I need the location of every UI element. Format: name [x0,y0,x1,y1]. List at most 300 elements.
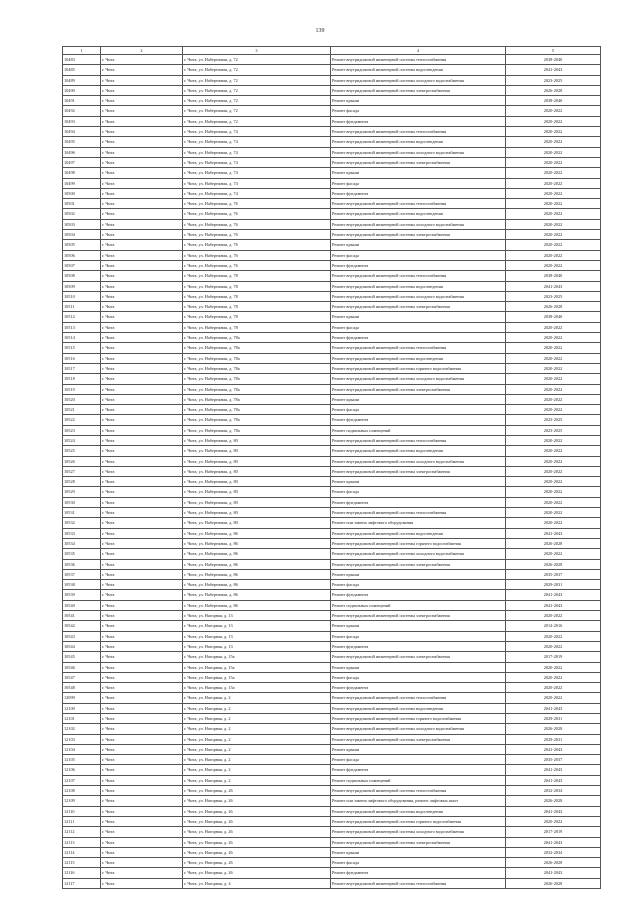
row-number-cell: 10510 [63,291,101,301]
table-row [63,199,601,209]
municipality-cell: г. Чита [101,240,183,250]
table-row [63,683,601,693]
period-cell: 2026-2028 [506,724,601,734]
period-cell: 2020-2022 [506,168,601,178]
row-number-cell: 10538 [63,580,101,590]
municipality-cell: г. Чита [101,806,183,816]
address-cell: г. Чита, ул. Нагорная, д. 2 [183,724,331,734]
address-cell: г. Чита, ул. Набережная, д. 76 [183,230,331,240]
table-row [63,508,601,518]
table-row [63,466,601,476]
row-number-cell: 12102 [63,724,101,734]
work-type-cell: Ремонт внутридомовой инженерной системы холодного водоснабжения [331,219,506,229]
period-cell: 2038-2040 [506,271,601,281]
table-row [63,796,601,806]
work-type-cell: Ремонт внутридомовой инженерной системы электроснабжения [331,652,506,662]
table-row [63,827,601,837]
municipality-cell: г. Чита [101,816,183,826]
work-type-cell: Ремонт внутридомовой инженерной системы теплоснабжения [331,55,506,65]
address-cell: г. Чита, ул. Набережная, д. 74 [183,178,331,188]
table-row [63,374,601,384]
address-cell: г. Чита, ул. Набережная, д. 78 [183,312,331,322]
work-type-cell: Ремонт крыши [331,312,506,322]
municipality-cell: г. Чита [101,147,183,157]
municipality-cell: г. Чита [101,528,183,538]
period-cell: 2020-2022 [506,363,601,373]
address-cell: г. Чита, ул. Набережная, д. 80 [183,466,331,476]
period-cell: 2020-2022 [506,333,601,343]
address-cell: г. Чита, ул. Набережная, д. 74 [183,188,331,198]
period-cell: 2020-2022 [506,384,601,394]
row-number-cell: 12110 [63,806,101,816]
row-number-cell: 10500 [63,188,101,198]
row-number-cell: 10521 [63,405,101,415]
period-cell: 2032-2034 [506,786,601,796]
table-row [63,230,601,240]
work-type-cell: Ремонт внутридомовой инженерной системы горячего водоснабжения [331,714,506,724]
table-row [63,652,601,662]
work-type-cell: Ремонт фасада [331,858,506,868]
municipality-cell: г. Чита [101,744,183,754]
row-number-cell: 10523 [63,425,101,435]
municipality-cell: г. Чита [101,786,183,796]
address-cell: г. Чита, ул. Нагорная, д. 15а [183,662,331,672]
address-cell: г. Чита, ул. Набережная, д. 78а [183,363,331,373]
municipality-cell: г. Чита [101,456,183,466]
municipality-cell: г. Чита [101,188,183,198]
municipality-cell: г. Чита [101,446,183,456]
period-cell: 2020-2022 [506,374,601,384]
period-cell: 2020-2022 [506,693,601,703]
period-cell: 2026-2028 [506,85,601,95]
row-number-cell: 12116 [63,868,101,878]
municipality-cell: г. Чита [101,858,183,868]
table-row [63,425,601,435]
period-cell: 2041-2043 [506,528,601,538]
municipality-cell: г. Чита [101,837,183,847]
period-cell: 2038-2040 [506,312,601,322]
period-cell: 2020-2022 [506,446,601,456]
table-row [63,157,601,167]
table-row [63,271,601,281]
municipality-cell: г. Чита [101,641,183,651]
address-cell: г. Чита, ул. Набережная, д. 78 [183,281,331,291]
period-cell: 2020-2022 [506,631,601,641]
period-cell: 2035-2037 [506,569,601,579]
address-cell: г. Чита, ул. Набережная, д. 86 [183,600,331,610]
table-row [63,580,601,590]
row-number-cell: 10522 [63,415,101,425]
address-cell: г. Чита, ул. Набережная, д. 72 [183,116,331,126]
row-number-cell: 10505 [63,240,101,250]
row-number-cell: 10534 [63,538,101,548]
work-type-cell: Ремонт внутридомовой инженерной системы электроснабжения [331,230,506,240]
table-row [63,816,601,826]
work-type-cell: Ремонт крыши [331,744,506,754]
table-row [63,178,601,188]
period-cell: 2020-2022 [506,188,601,198]
period-cell: 2020-2022 [506,508,601,518]
address-cell: г. Чита, ул. Нагорная, д. 2 [183,703,331,713]
table-row [63,806,601,816]
period-cell: 2020-2022 [506,394,601,404]
period-cell: 2020-2022 [506,672,601,682]
address-cell: г. Чита, ул. Нагорная, д. 13 [183,641,331,651]
table-row [63,765,601,775]
address-cell: г. Чита, ул. Нагорная, д. 2 [183,755,331,765]
period-cell: 2023-2025 [506,425,601,435]
address-cell: г. Чита, ул. Нагорная, д. 26 [183,827,331,837]
municipality-cell: г. Чита [101,415,183,425]
address-cell: г. Чита, ул. Нагорная, д. 13 [183,611,331,621]
row-number-cell: 10520 [63,394,101,404]
period-cell: 2026-2028 [506,302,601,312]
period-cell: 2038-2040 [506,96,601,106]
period-cell: 2020-2022 [506,456,601,466]
municipality-cell: г. Чита [101,497,183,507]
address-cell: г. Чита, ул. Набережная, д. 72 [183,65,331,75]
municipality-cell: г. Чита [101,652,183,662]
work-type-cell: Ремонт фундамента [331,765,506,775]
table-row [63,363,601,373]
address-cell: г. Чита, ул. Набережная, д. 76 [183,199,331,209]
address-cell: г. Чита, ул. Нагорная, д. 2 [183,744,331,754]
address-cell: г. Чита, ул. Набережная, д. 72 [183,75,331,85]
row-number-cell: 10537 [63,569,101,579]
address-cell: г. Чита, ул. Нагорная, д. 4 [183,878,331,888]
work-type-cell: Ремонт внутридомовой инженерной системы холодного водоснабжения [331,291,506,301]
row-number-cell: 12101 [63,714,101,724]
work-type-cell: Ремонт внутридомовой инженерной системы водоотведения [331,65,506,75]
period-cell: 2023-2025 [506,75,601,85]
row-number-cell: 10508 [63,271,101,281]
work-type-cell: Ремонт внутридомовой инженерной системы холодного водоснабжения [331,549,506,559]
period-cell: 2020-2022 [506,549,601,559]
table-row [63,858,601,868]
work-type-cell: Ремонт фасада [331,322,506,332]
municipality-cell: г. Чита [101,580,183,590]
row-number-cell: 10495 [63,137,101,147]
address-cell: г. Чита, ул. Набережная, д. 76 [183,240,331,250]
table-row [63,394,601,404]
address-cell: г. Чита, ул. Набережная, д. 78 [183,322,331,332]
row-number-cell: 10544 [63,641,101,651]
municipality-cell: г. Чита [101,96,183,106]
row-number-cell: 12112 [63,827,101,837]
table-row [63,744,601,754]
work-type-cell: Ремонт внутридомовой инженерной системы теплоснабжения [331,786,506,796]
municipality-cell: г. Чита [101,137,183,147]
table-row [63,672,601,682]
row-number-cell: 10532 [63,518,101,528]
municipality-cell: г. Чита [101,312,183,322]
work-type-cell: Ремонт фасада [331,178,506,188]
work-type-cell: Ремонт крыши [331,569,506,579]
row-number-cell: 10516 [63,353,101,363]
work-type-cell: Ремонт внутридомовой инженерной системы водоотведения [331,528,506,538]
period-cell: 2029-2031 [506,580,601,590]
row-number-cell: 10548 [63,683,101,693]
municipality-cell: г. Чита [101,271,183,281]
municipality-cell: г. Чита [101,703,183,713]
municipality-cell: г. Чита [101,477,183,487]
work-type-cell: Ремонт внутридомовой инженерной системы электроснабжения [331,559,506,569]
municipality-cell: г. Чита [101,178,183,188]
table-row [63,405,601,415]
work-type-cell: Ремонт внутридомовой инженерной системы электроснабжения [331,466,506,476]
municipality-cell: г. Чита [101,127,183,137]
municipality-cell: г. Чита [101,765,183,775]
table-row [63,477,601,487]
table-row [63,281,601,291]
address-cell: г. Чита, ул. Нагорная, д. 13 [183,621,331,631]
row-number-cell: 10496 [63,147,101,157]
row-number-cell: 12114 [63,847,101,857]
table-row [63,641,601,651]
period-cell: 2020-2022 [506,178,601,188]
column-header-2: 2 [101,47,183,55]
municipality-cell: г. Чита [101,549,183,559]
period-cell: 2020-2022 [506,322,601,332]
municipality-cell: г. Чита [101,631,183,641]
municipality-cell: г. Чита [101,209,183,219]
table-row [63,621,601,631]
address-cell: г. Чита, ул. Набережная, д. 78 [183,302,331,312]
row-number-cell: 10509 [63,281,101,291]
row-number-cell: 10526 [63,456,101,466]
table-row [63,538,601,548]
work-type-cell: Ремонт внутридомовой инженерной системы электроснабжения [331,302,506,312]
row-number-cell: 10531 [63,508,101,518]
table-row [63,786,601,796]
municipality-cell: г. Чита [101,714,183,724]
municipality-cell: г. Чита [101,466,183,476]
table-row [63,312,601,322]
address-cell: г. Чита, ул. Набережная, д. 86 [183,528,331,538]
row-number-cell: 12115 [63,858,101,868]
period-cell: 2041-2043 [506,744,601,754]
table-row [63,446,601,456]
row-number-cell: 10545 [63,652,101,662]
row-number-cell: 10543 [63,631,101,641]
period-cell: 2041-2043 [506,590,601,600]
capital-repair-table [62,46,601,889]
municipality-cell: г. Чита [101,683,183,693]
table-row [63,611,601,621]
table-row [63,147,601,157]
address-cell: г. Чита, ул. Набережная, д. 74 [183,127,331,137]
address-cell: г. Чита, ул. Набережная, д. 78а [183,333,331,343]
work-type-cell: Ремонт внутридомовой инженерной системы теплоснабжения [331,127,506,137]
period-cell: 2020-2022 [506,435,601,445]
municipality-cell: г. Чита [101,662,183,672]
row-number-cell: 12117 [63,878,101,888]
column-header-5: 5 [506,47,601,55]
address-cell: г. Чита, ул. Нагорная, д. 15а [183,672,331,682]
municipality-cell: г. Чита [101,693,183,703]
table-row [63,734,601,744]
municipality-cell: г. Чита [101,106,183,116]
row-number-cell: 10489 [63,75,101,85]
municipality-cell: г. Чита [101,219,183,229]
work-type-cell: Ремонт внутридомовой инженерной системы холодного водоснабжения [331,75,506,85]
row-number-cell: 10533 [63,528,101,538]
work-type-cell: Ремонт крыши [331,394,506,404]
address-cell: г. Чита, ул. Нагорная, д. 2 [183,714,331,724]
table-row [63,569,601,579]
work-type-cell: Ремонт фундамента [331,333,506,343]
period-cell: 2041-2043 [506,600,601,610]
work-type-cell: Ремонт или замена лифтового оборудования [331,518,506,528]
table-row [63,600,601,610]
table-row [63,435,601,445]
municipality-cell: г. Чита [101,199,183,209]
row-number-cell: 10540 [63,600,101,610]
work-type-cell: Ремонт внутридомовой инженерной системы холодного водоснабжения [331,827,506,837]
period-cell: 2020-2022 [506,477,601,487]
row-number-cell: 10541 [63,611,101,621]
row-number-cell: 10517 [63,363,101,373]
municipality-cell: г. Чита [101,672,183,682]
address-cell: г. Чита, ул. Набережная, д. 80 [183,446,331,456]
municipality-cell: г. Чита [101,374,183,384]
municipality-cell: г. Чита [101,363,183,373]
period-cell: 2020-2022 [506,816,601,826]
row-number-cell: 10494 [63,127,101,137]
table-row [63,559,601,569]
address-cell: г. Чита, ул. Набережная, д. 78а [183,415,331,425]
work-type-cell: Ремонт внутридомовой инженерной системы теплоснабжения [331,199,506,209]
address-cell: г. Чита, ул. Набережная, д. 80 [183,497,331,507]
municipality-cell: г. Чита [101,755,183,765]
row-number-cell: 10518 [63,374,101,384]
work-type-cell: Ремонт подвальных помещений [331,600,506,610]
work-type-cell: Ремонт крыши [331,240,506,250]
period-cell: 2023-2025 [506,291,601,301]
work-type-cell: Ремонт внутридомовой инженерной системы холодного водоснабжения [331,147,506,157]
address-cell: г. Чита, ул. Набережная, д. 76 [183,250,331,260]
work-type-cell: Ремонт подвальных помещений [331,775,506,785]
table-row [63,868,601,878]
address-cell: г. Чита, ул. Набережная, д. 72 [183,96,331,106]
table-row [63,415,601,425]
table-row [63,219,601,229]
work-type-cell: Ремонт внутридомовой инженерной системы электроснабжения [331,157,506,167]
row-number-cell: 10536 [63,559,101,569]
period-cell: 2020-2022 [506,260,601,270]
period-cell: 2032-2034 [506,847,601,857]
period-cell: 2020-2022 [506,199,601,209]
work-type-cell: Ремонт внутридомовой инженерной системы теплоснабжения [331,343,506,353]
period-cell: 2020-2022 [506,230,601,240]
period-cell: 2020-2022 [506,641,601,651]
address-cell: г. Чита, ул. Набережная, д. 74 [183,157,331,167]
column-header-3: 3 [183,47,331,55]
row-number-cell: 10485 [63,65,101,75]
work-type-cell: Ремонт крыши [331,96,506,106]
table-row [63,65,601,75]
address-cell: г. Чита, ул. Нагорная, д. 26 [183,786,331,796]
work-type-cell: Ремонт фундамента [331,260,506,270]
table-row [63,528,601,538]
table-row [63,703,601,713]
column-header-1: 1 [63,47,101,55]
municipality-cell: г. Чита [101,621,183,631]
period-cell: 2020-2022 [506,662,601,672]
row-number-cell: 10491 [63,96,101,106]
work-type-cell: Ремонт внутридомовой инженерной системы теплоснабжения [331,271,506,281]
work-type-cell: Ремонт фундамента [331,116,506,126]
address-cell: г. Чита, ул. Набережная, д. 72 [183,55,331,65]
period-cell: 2041-2043 [506,837,601,847]
address-cell: г. Чита, ул. Набережная, д. 76 [183,260,331,270]
work-type-cell: Ремонт внутридомовой инженерной системы теплоснабжения [331,693,506,703]
work-type-cell: Ремонт фундамента [331,683,506,693]
table-row [63,487,601,497]
period-cell: 2020-2022 [506,157,601,167]
period-cell: 2020-2022 [506,611,601,621]
row-number-cell: 12113 [63,837,101,847]
row-number-cell: 12103 [63,734,101,744]
table-row [63,847,601,857]
address-cell: г. Чита, ул. Набережная, д. 76 [183,209,331,219]
table-row [63,240,601,250]
municipality-cell: г. Чита [101,394,183,404]
row-number-cell: 10514 [63,333,101,343]
row-number-cell: 10490 [63,85,101,95]
municipality-cell: г. Чита [101,425,183,435]
address-cell: г. Чита, ул. Набережная, д. 78 [183,271,331,281]
page-number: 139 [315,28,325,34]
municipality-cell: г. Чита [101,600,183,610]
municipality-cell: г. Чита [101,168,183,178]
table-row [63,837,601,847]
address-cell: г. Чита, ул. Набережная, д. 72 [183,85,331,95]
work-type-cell: Ремонт крыши [331,168,506,178]
period-cell: 2026-2028 [506,796,601,806]
row-number-cell: 10511 [63,302,101,312]
table-row [63,518,601,528]
period-cell: 2041-2043 [506,868,601,878]
municipality-cell: г. Чита [101,611,183,621]
municipality-cell: г. Чита [101,487,183,497]
work-type-cell: Ремонт внутридомовой инженерной системы электроснабжения [331,734,506,744]
address-cell: г. Чита, ул. Набережная, д. 78а [183,394,331,404]
period-cell: 2041-2043 [506,65,601,75]
address-cell: г. Чита, ул. Набережная, д. 72 [183,106,331,116]
municipality-cell: г. Чита [101,333,183,343]
address-cell: г. Чита, ул. Набережная, д. 80 [183,487,331,497]
work-type-cell: Ремонт внутридомовой инженерной системы теплоснабжения [331,878,506,888]
table-row [63,724,601,734]
table-row [63,209,601,219]
municipality-cell: г. Чита [101,55,183,65]
table-row [63,116,601,126]
row-number-cell: 10546 [63,662,101,672]
row-number-cell: 12104 [63,744,101,754]
period-cell: 2020-2022 [506,209,601,219]
work-type-cell: Ремонт внутридомовой инженерной системы водоотведения [331,137,506,147]
address-cell: г. Чита, ул. Набережная, д. 78а [183,384,331,394]
row-number-cell: 10483 [63,55,101,65]
period-cell: 2020-2022 [506,240,601,250]
address-cell: г. Чита, ул. Набережная, д. 86 [183,538,331,548]
period-cell: 2017-2019 [506,827,601,837]
row-number-cell: 12111 [63,816,101,826]
address-cell: г. Чита, ул. Нагорная, д. 2 [183,693,331,703]
table-row [63,75,601,85]
period-cell: 2035-2037 [506,755,601,765]
